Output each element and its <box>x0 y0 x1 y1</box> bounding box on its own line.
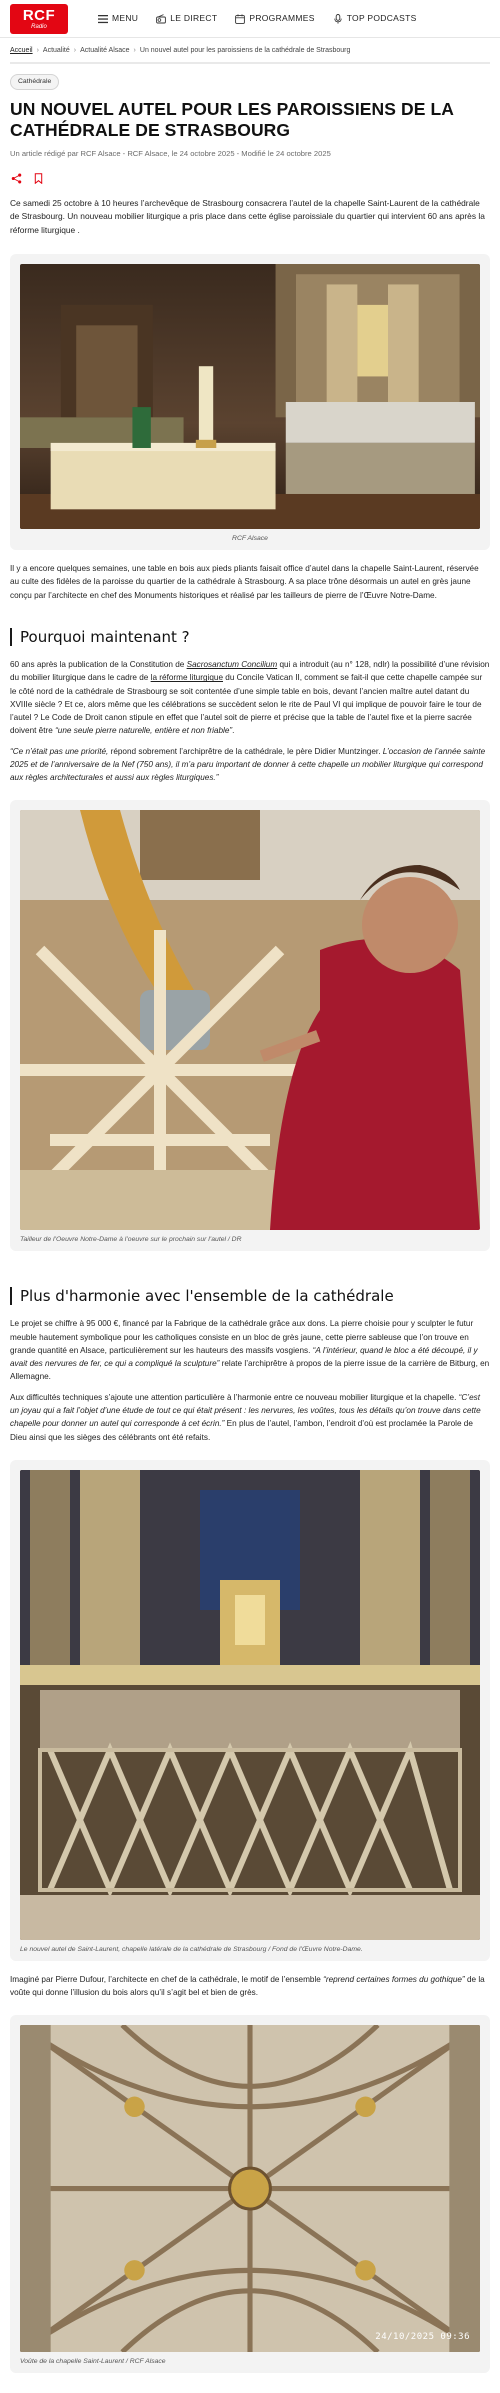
new-altar-image <box>20 1470 480 1940</box>
logo-text: RCF <box>22 6 56 24</box>
nav-le-direct-label: LE DIRECT <box>170 13 218 24</box>
text-run: En plus de l’autel, l’ambon, l’endroit d’où est proclamée la Parole de Dieu ainsi que les sièges des célébrants ont été refaits. <box>10 1419 473 1442</box>
mic-icon <box>333 14 343 24</box>
figure-caption: Tailleur de l’Oeuvre Notre-Dame à l’oeuvre sur le prochain sur l’autel / DR <box>20 1236 242 1244</box>
section-heading: Pourquoi maintenant ? <box>10 628 490 646</box>
quote-run: “Ce n’était pas une priorité, <box>10 746 109 756</box>
rcf-logo[interactable] <box>10 4 68 34</box>
share-icon[interactable] <box>10 173 22 185</box>
nav-menu[interactable] <box>98 12 138 24</box>
quote-run: “reprend certaines formes du gothique” <box>323 1974 465 1984</box>
calendar-icon <box>235 14 245 24</box>
breadcrumb <box>0 38 500 62</box>
article-meta: Un article rédigé par RCF Alsace - RCF Alsace, le 24 octobre 2025 - Modifié le 24 octobre 2025 <box>10 148 331 158</box>
text-run: . <box>232 726 235 736</box>
chevron-right-icon: › <box>36 47 39 54</box>
quote-run: “C’est un joyau qui a fait l’objet d’une étude de tout ce qui était présent : les nervures, les voûtes, tous les détails qu’on trouve dans cette chapelle pour donner un autel qui corresponde à cet écrin.” <box>10 1392 481 1429</box>
breadcrumb-home[interactable]: Accueil <box>10 47 33 54</box>
text-run: qui a introduit (au n° 128, ndlr) la possibilité d’une révision du mobilier liturgique dans le cadre de <box>10 659 490 683</box>
text-run: Le projet se chiffre à 95 000 €, financé par la Fabrique de la cathédrale grâce aux dons. La pierre choisie pour y sculpter le futur meuble hautement symbolique pour les catholiques consiste en un bloc de grès jaune, cette pierre sableuse que l’on trouve en grande quantité en Alsace, particulièrement sur les hauteurs des massifs vosgiens. <box>10 1319 474 1355</box>
nav-le-direct[interactable] <box>156 12 217 24</box>
text-run: 60 ans après la publication de la Constitution de <box>10 659 187 669</box>
nav-programmes-label: PROGRAMMES <box>249 13 315 24</box>
bookmark-icon[interactable] <box>32 173 44 185</box>
quote-run: “une seule pierre naturelle, entière et non friable” <box>55 726 233 736</box>
article <box>0 64 500 2373</box>
figure-new-altar <box>10 1460 490 1961</box>
sacrosanctum-link[interactable]: Sacrosanctum Concilium <box>186 659 278 669</box>
figure-chapel-altar <box>10 254 490 551</box>
chevron-right-icon: › <box>73 47 77 54</box>
quote-run: “A l’intérieur, quand le bloc a été découpé, il y avait des nervures de fer, ce qui a compliqué la sculpture” <box>10 1345 478 1369</box>
share-bar <box>10 173 490 185</box>
breadcrumb-current: Un nouvel autel pour les paroissiens de la cathédrale de Strasbourg <box>139 47 351 54</box>
text-run: relate l’archiprêtre à propos de la pierre issue de la carrière de Bitburg, en Allemagne. <box>10 1359 490 1382</box>
text-run: Imaginé par Pierre Dufour, l’architecte en chef de la cathédrale, le motif de l’ensemble <box>10 1974 324 1984</box>
vault-image <box>20 2025 480 2352</box>
menu-icon <box>98 14 108 24</box>
breadcrumb-actualite[interactable]: Actualité <box>42 47 70 54</box>
paragraph <box>10 1391 490 1444</box>
paragraph <box>10 658 490 738</box>
paragraph: Il y a encore quelques semaines, une table en bois aux pieds pliants faisait office d’autel dans la chapelle Saint-Laurent, réservée au culte des fidèles de la paroisse du quartier de la cathédrale à Strasbourg. A sa place trône désormais un autel en grès jaune conçu par l’architecte en chef des Monuments historiques et réalisé par les tailleurs de pierre de l’Œuvre Notre-Dame. <box>10 564 479 600</box>
nav-programmes[interactable] <box>235 12 314 24</box>
figure-vault <box>10 2015 490 2373</box>
text-run: de la voûte qui donne l’illusion du bois alors qu’il s’agit bel et bien de grès. <box>10 1974 485 1997</box>
text-run: du Concile Vatican II, comment se fait-il que cette chapelle campée sur le côté nord de la cathédrale de Strasbourg se soit contentée d’une simple table en bois, devant l’ancien maître autel datant du XVIIIe siècle ? Et ce, alors même que les célébrations se succèdent selon le rite de Paul VI qui implique de pouvoir faire le tour de l’autel ? Le Code de Droit canon stipule en effet que l’autel soit de pierre et précise que la table de l’autel fixe et la pierre sacrée doivent être <box>10 673 483 736</box>
nav-menu-label: MENU <box>112 13 139 24</box>
photo-timestamp: 24/10/2025 09:36 <box>375 2332 470 2343</box>
site-header <box>0 0 500 38</box>
nav-top-podcasts[interactable] <box>333 12 417 24</box>
main-nav <box>98 12 417 24</box>
breadcrumb-actualite-alsace[interactable]: Actualité Alsace <box>80 47 130 54</box>
nav-top-podcasts-label: TOP PODCASTS <box>346 13 417 24</box>
stonemason-image <box>20 810 480 1230</box>
chevron-right-icon: › <box>133 47 136 54</box>
article-lead: Ce samedi 25 octobre à 10 heures l’archevêque de Strasbourg consacrera l’autel de la chapelle Saint-Laurent de la cathédrale de Strasbourg. Un nouveau mobilier liturgique a pris place dans cette église paroissiale du quartier qui intervient 60 ans après la réforme liturgique . <box>10 197 485 235</box>
figure-stonemason <box>10 800 490 1251</box>
radio-icon <box>156 14 166 24</box>
reforme-liturgique-link[interactable]: la réforme liturgique <box>150 673 223 683</box>
category-tag[interactable]: Cathédrale <box>10 74 59 90</box>
paragraph <box>10 1317 490 1383</box>
figure-caption: RCF Alsace <box>232 535 268 543</box>
paragraph <box>10 745 490 785</box>
chapel-altar-image <box>20 264 480 530</box>
figure-caption: Voûte de la chapelle Saint-Laurent / RCF Alsace <box>20 2358 166 2366</box>
paragraph <box>10 1973 490 2000</box>
quote-run: L’occasion de l’année sainte 2025 et de l’anniversaire de la Nef (750 ans), il m’a paru important de donner à cette chapelle un mobilier liturgique qui correspond aux règles architecturales et aussi aux règles liturgiques.” <box>10 746 486 783</box>
article-title: UN NOUVEL AUTEL POUR LES PAROISSIENS DE LA CATHÉDRALE DE STRASBOURG <box>10 98 454 141</box>
figure-caption: Le nouvel autel de Saint-Laurent, chapelle latérale de la cathédrale de Strasbourg / Fond de l’Œuvre Notre-Dame. <box>20 1945 363 1953</box>
text-run: répond sobrement l’archiprêtre de la cathédrale, le père Didier Muntzinger. <box>108 746 383 756</box>
text-run: Aux difficultés techniques s’ajoute une attention particulière à l’harmonie entre ce nouveau mobilier liturgique et la chapelle. <box>10 1392 459 1402</box>
logo-subtext: Radio <box>31 23 47 30</box>
section-heading: Plus d'harmonie avec l'ensemble de la cathédrale <box>10 1287 490 1305</box>
